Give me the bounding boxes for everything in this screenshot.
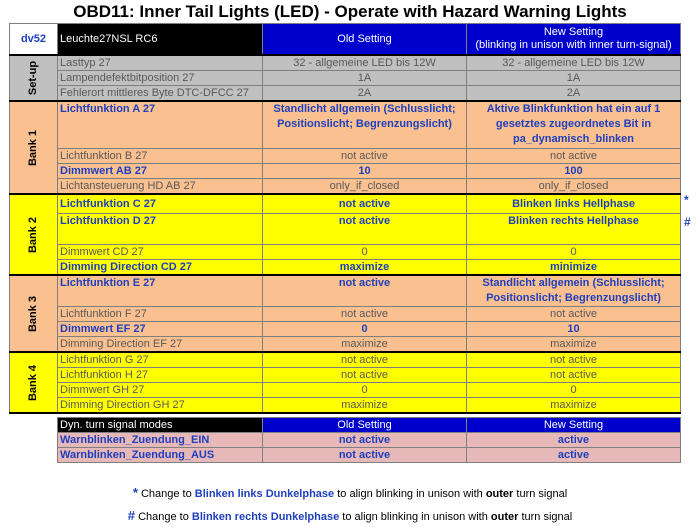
new-value: not active (467, 368, 681, 383)
row-name: Lichtfunktion B 27 (58, 149, 263, 164)
new-value: maximize (467, 337, 681, 353)
new-setting-title: New Setting (543, 26, 604, 38)
header-row (10, 24, 681, 56)
old-value: only_if_closed (263, 179, 467, 195)
row-name: Warnblinken_Zuendung_EIN (58, 433, 263, 448)
table-row (10, 55, 681, 71)
footnote-emphasis: outer (485, 488, 514, 500)
new-value: Standlicht allgemein (Schlusslicht; Positionslicht; Begrenzungslicht) (467, 275, 681, 307)
row-name: Dimming Direction EF 27 (58, 337, 263, 353)
page-title: OBD11: Inner Tail Lights (LED) - Operate with Hazard Warning Lights (73, 2, 627, 21)
footnote-emphasis: outer (490, 511, 519, 523)
old-setting-header: Old Setting (263, 24, 467, 56)
row-name: Lichtfunktion D 27 (58, 214, 263, 245)
old-value: not active (263, 149, 467, 164)
table-row (10, 214, 681, 245)
new-value: minimize (467, 260, 681, 276)
old-value: 0 (263, 322, 467, 337)
table-row (10, 275, 681, 307)
table-row (10, 245, 681, 260)
bank-label-setup: Set-up (10, 55, 58, 101)
table-row (10, 164, 681, 179)
new-value: 2A (467, 86, 681, 102)
old-value: not active (263, 194, 467, 214)
row-name: Dimming Direction CD 27 (58, 260, 263, 276)
old-value: not active (263, 433, 467, 448)
new-value: 100 (467, 164, 681, 179)
new-value: 0 (467, 245, 681, 260)
footnote-hash (0, 508, 700, 523)
new-value: Blinken rechts Hellphase (467, 214, 681, 245)
table-row (10, 179, 681, 195)
old-value: 0 (263, 245, 467, 260)
old-value: maximize (263, 337, 467, 353)
row-name: Dimmwert CD 27 (58, 245, 263, 260)
table-row (10, 352, 681, 368)
dyn-old-header: Old Setting (263, 418, 467, 433)
new-value: 1A (467, 71, 681, 86)
table-row (10, 71, 681, 86)
old-value: maximize (263, 398, 467, 414)
settings-table (9, 23, 681, 414)
table-row (10, 101, 681, 149)
new-value: active (467, 433, 681, 448)
table-row (10, 194, 681, 214)
new-value: 0 (467, 383, 681, 398)
code-cell: dv52 (10, 24, 58, 56)
row-name: Lichtfunktion E 27 (58, 275, 263, 307)
dyn-header: Dyn. turn signal modes (58, 418, 263, 433)
row-name: Dimmwert GH 27 (58, 383, 263, 398)
module-header: Leuchte27NSL RC6 (58, 24, 263, 56)
footnote-text: Change to (138, 511, 189, 523)
table-row (10, 322, 681, 337)
footnote-symbol: # (127, 508, 135, 523)
table-row (10, 398, 681, 414)
old-value: 1A (263, 71, 467, 86)
new-setting-subtitle: (blinking in unison with inner turn-signal) (475, 39, 672, 51)
footnote-highlight: Blinken rechts Dunkelphase (191, 511, 340, 523)
row-name: Lampendefektbitposition 27 (58, 71, 263, 86)
old-value: 10 (263, 164, 467, 179)
old-value: 2A (263, 86, 467, 102)
table-row (10, 307, 681, 322)
new-value: not active (467, 307, 681, 322)
old-value: Standlicht allgemein (Schlusslicht; Positionslicht; Begrenzungslicht) (263, 101, 467, 149)
old-value: 0 (263, 383, 467, 398)
row-name: Lichtansteuerung HD AB 27 (58, 179, 263, 195)
table-row (58, 448, 681, 463)
new-value: active (467, 448, 681, 463)
row-name: Lichtfunktion A 27 (58, 101, 263, 149)
footnote-text: to align blinking in unison with (337, 488, 483, 500)
row-name: Dimmwert EF 27 (58, 322, 263, 337)
bank-label-2: Bank 2 (10, 194, 58, 275)
footnote-highlight: Blinken links Dunkelphase (194, 488, 335, 500)
bank-label-4: Bank 4 (10, 352, 58, 413)
new-value: 32 - allgemeine LED bis 12W (467, 55, 681, 71)
table-row (10, 86, 681, 102)
old-value: 32 - allgemeine LED bis 12W (263, 55, 467, 71)
new-value: Aktive Blinkfunktion hat ein auf 1 gesetztes zugeordnetes Bit in pa_dynamisch_blinken (467, 101, 681, 149)
table-row (10, 337, 681, 353)
row-name: Lichtfunktion H 27 (58, 368, 263, 383)
row-name: Lichtfunktion C 27 (58, 194, 263, 214)
old-value: not active (263, 214, 467, 245)
hash-marker: # (684, 215, 691, 229)
row-name: Warnblinken_Zuendung_AUS (58, 448, 263, 463)
dyn-header-row (58, 418, 681, 433)
footnote-text: Change to (140, 488, 192, 500)
old-value: not active (263, 307, 467, 322)
footnote-text: turn signal (516, 488, 568, 500)
footnote-star (0, 485, 700, 500)
old-value: not active (263, 275, 467, 307)
row-name: Fehlerort mittleres Byte DTC-DFCC 27 (58, 86, 263, 102)
new-value: not active (467, 352, 681, 368)
table-row (10, 368, 681, 383)
table-row (10, 149, 681, 164)
dyn-turn-signal-table (57, 417, 681, 463)
new-value: Blinken links Hellphase (467, 194, 681, 214)
star-marker: * (684, 193, 689, 207)
dyn-new-header: New Setting (467, 418, 681, 433)
table-row (58, 433, 681, 448)
row-name: Lichtfunktion F 27 (58, 307, 263, 322)
new-value: 10 (467, 322, 681, 337)
old-value: maximize (263, 260, 467, 276)
old-value: not active (263, 352, 467, 368)
row-name: Dimming Direction GH 27 (58, 398, 263, 414)
footnote-text: turn signal (521, 511, 573, 523)
old-value: not active (263, 368, 467, 383)
new-value: maximize (467, 398, 681, 414)
new-value: not active (467, 149, 681, 164)
table-row (10, 260, 681, 276)
footnote-symbol: * (132, 485, 138, 500)
row-name: Lichtfunktion G 27 (58, 352, 263, 368)
bank-label-1: Bank 1 (10, 101, 58, 194)
table-row (10, 383, 681, 398)
footnote-text: to align blinking in unison with (342, 511, 488, 523)
bank-label-3: Bank 3 (10, 275, 58, 352)
new-value: only_if_closed (467, 179, 681, 195)
row-name: Lasttyp 27 (58, 55, 263, 71)
row-name: Dimmwert AB 27 (58, 164, 263, 179)
new-setting-header (467, 24, 681, 56)
old-value: not active (263, 448, 467, 463)
